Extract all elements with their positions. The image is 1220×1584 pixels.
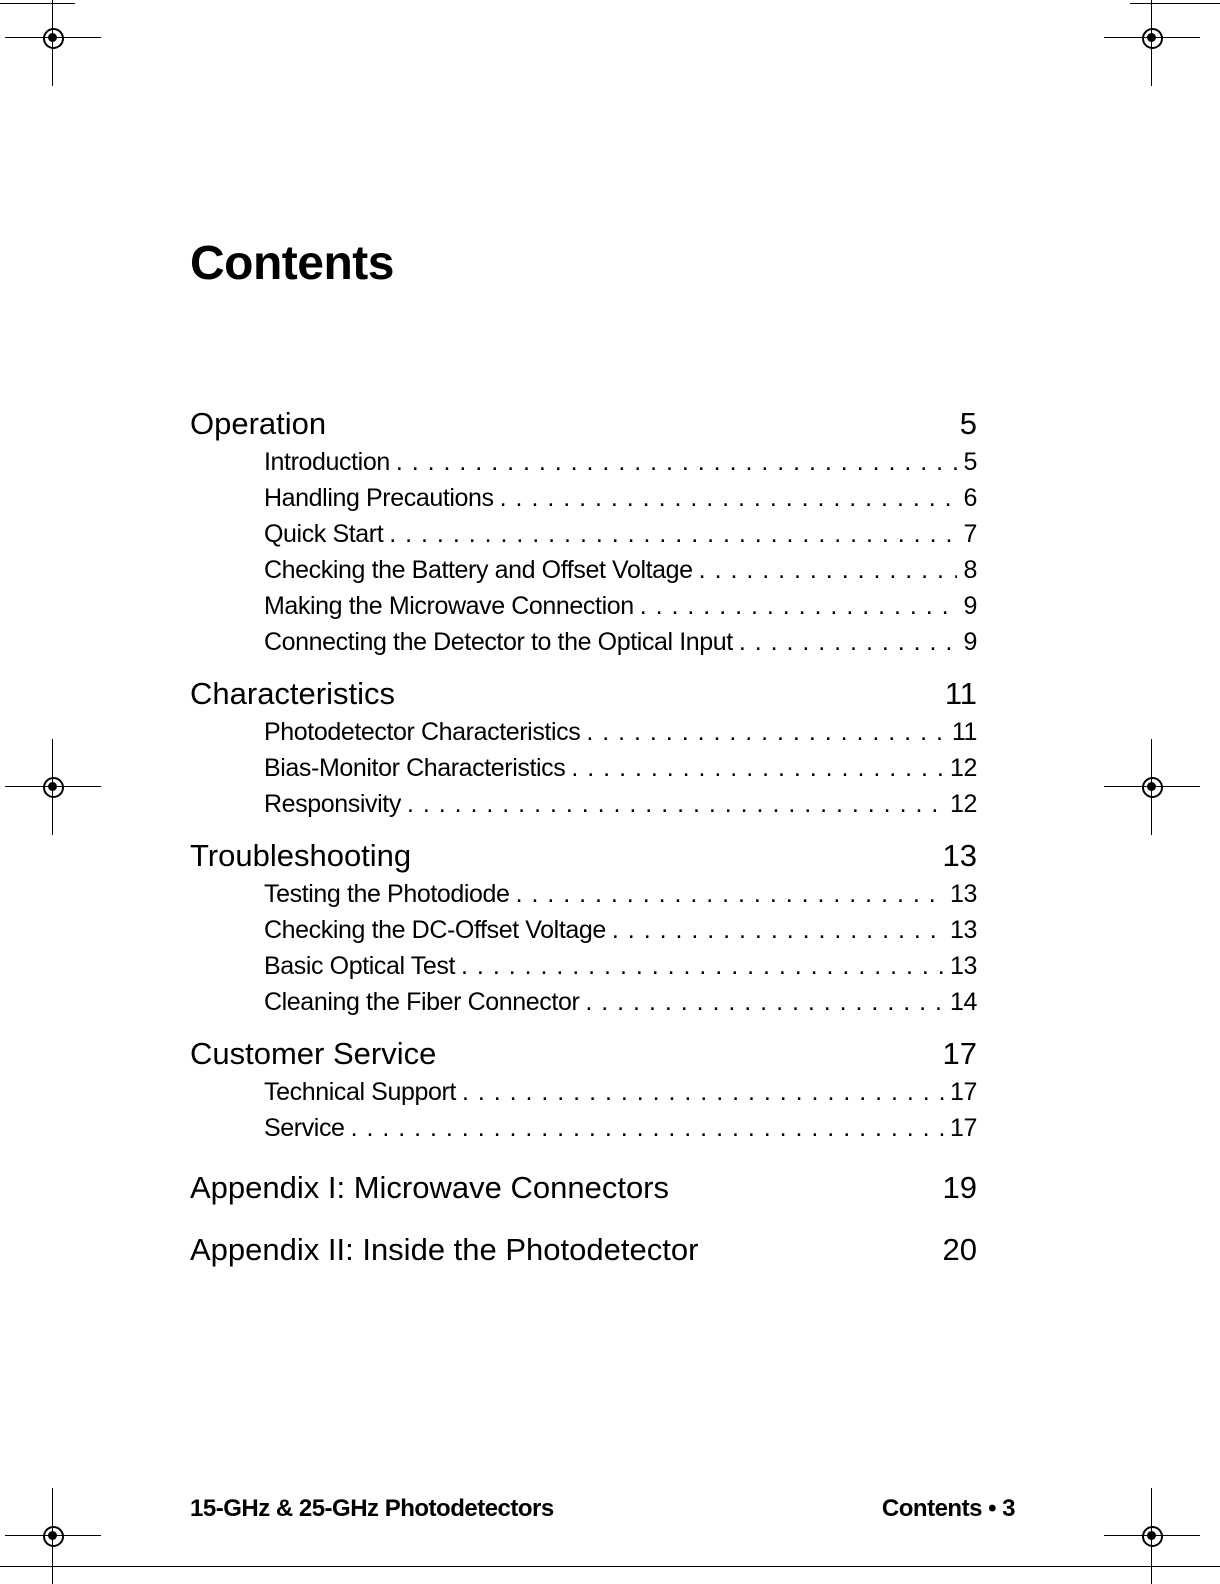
toc-section-page: 19 xyxy=(942,1170,977,1205)
toc-entry-page: 11 xyxy=(951,718,977,746)
toc-dot-leader xyxy=(461,948,944,984)
toc-entry[interactable] xyxy=(264,912,977,948)
toc-dot-leader xyxy=(612,912,944,948)
footer-page-label: Contents • 3 xyxy=(881,1495,1015,1522)
toc-entry[interactable] xyxy=(264,1110,977,1146)
toc-entry-page: 8 xyxy=(963,556,977,584)
toc-section-title: Customer Service xyxy=(190,1036,437,1071)
toc-entry-label: Checking the Battery and Offset Voltage xyxy=(264,556,693,584)
toc-entry-label: Photodetector Characteristics xyxy=(264,718,581,746)
toc-dot-leader xyxy=(516,876,944,912)
toc-entry-label: Checking the DC-Offset Voltage xyxy=(264,916,606,944)
toc-entry[interactable] xyxy=(264,1074,977,1110)
toc-section-title: Characteristics xyxy=(190,676,395,711)
toc-dot-leader xyxy=(585,984,944,1020)
toc-section-page: 11 xyxy=(944,676,977,711)
toc-section xyxy=(190,1034,977,1146)
toc-entry[interactable] xyxy=(264,750,977,786)
toc-dot-leader xyxy=(571,750,944,786)
toc-entry[interactable] xyxy=(264,480,977,516)
toc-section-page: 5 xyxy=(959,406,977,441)
toc-entry-label: Quick Start xyxy=(264,520,384,548)
toc-entry-label: Handling Precautions xyxy=(264,484,494,512)
toc-section-heading[interactable] xyxy=(190,1168,977,1208)
toc-dot-leader xyxy=(407,786,944,822)
toc-entry-label: Testing the Photodiode xyxy=(264,880,510,908)
toc-entry-label: Responsivity xyxy=(264,790,401,818)
toc-section-title: Troubleshooting xyxy=(190,838,412,873)
footer-document-title: 15-GHz & 25-GHz Photodetectors xyxy=(190,1495,554,1522)
toc-section-page: 13 xyxy=(942,838,977,873)
toc-entry-label: Technical Support xyxy=(264,1078,456,1106)
toc-entry[interactable] xyxy=(264,786,977,822)
toc-entry[interactable] xyxy=(264,876,977,912)
toc-section-page: 17 xyxy=(942,1036,977,1071)
toc-section xyxy=(190,1168,977,1208)
toc-entry[interactable] xyxy=(264,588,977,624)
toc-section-page: 20 xyxy=(942,1232,977,1267)
toc-dot-leader xyxy=(462,1074,944,1110)
toc-entry-page: 13 xyxy=(949,952,977,980)
toc-section-heading[interactable] xyxy=(190,674,977,714)
toc-dot-leader xyxy=(586,714,946,750)
toc-entry[interactable] xyxy=(264,948,977,984)
toc-section-heading[interactable] xyxy=(190,404,977,444)
toc-entry-label: Making the Microwave Connection xyxy=(264,592,634,620)
toc-entry-page: 9 xyxy=(963,592,977,620)
table-of-contents xyxy=(190,404,977,1270)
toc-entry-page: 5 xyxy=(963,448,977,476)
toc-section-title: Appendix II: Inside the Photodetector xyxy=(190,1232,699,1267)
toc-entry-label: Bias-Monitor Characteristics xyxy=(264,754,566,782)
toc-dot-leader xyxy=(396,444,958,480)
toc-entry-page: 13 xyxy=(949,880,977,908)
toc-entry[interactable] xyxy=(264,552,977,588)
toc-dot-leader xyxy=(640,588,958,624)
toc-entry-page: 9 xyxy=(963,628,977,656)
toc-section-heading[interactable] xyxy=(190,1230,977,1270)
toc-section xyxy=(190,404,977,660)
toc-entry[interactable] xyxy=(264,516,977,552)
toc-entry-label: Basic Optical Test xyxy=(264,952,456,980)
toc-section xyxy=(190,836,977,1020)
crop-line-bottom xyxy=(0,1566,1220,1567)
page-title: Contents xyxy=(190,237,394,290)
toc-entry[interactable] xyxy=(264,444,977,480)
toc-section xyxy=(190,674,977,822)
toc-entry-page: 14 xyxy=(949,988,977,1016)
toc-entry-page: 7 xyxy=(963,520,977,548)
toc-entry-label: Connecting the Detector to the Optical Input xyxy=(264,628,733,656)
toc-section-title: Appendix I: Microwave Connectors xyxy=(190,1170,670,1205)
toc-entry-label: Service xyxy=(264,1114,345,1142)
toc-entry[interactable] xyxy=(264,714,977,750)
toc-entry-page: 17 xyxy=(949,1078,977,1106)
toc-dot-leader xyxy=(351,1110,944,1146)
toc-dot-leader xyxy=(699,552,958,588)
toc-entry-page: 17 xyxy=(949,1114,977,1142)
crop-line-top-left xyxy=(0,3,75,4)
toc-entry-page: 12 xyxy=(949,790,977,818)
toc-section xyxy=(190,1230,977,1270)
toc-entry-label: Introduction xyxy=(264,448,390,476)
toc-entry[interactable] xyxy=(264,984,977,1020)
toc-entry-label: Cleaning the Fiber Connector xyxy=(264,988,580,1016)
toc-dot-leader xyxy=(389,516,957,552)
toc-section-heading[interactable] xyxy=(190,836,977,876)
toc-entry-page: 12 xyxy=(949,754,977,782)
toc-entry-page: 6 xyxy=(963,484,977,512)
toc-section-heading[interactable] xyxy=(190,1034,977,1074)
crop-line-top-right xyxy=(1130,3,1220,4)
toc-entry[interactable] xyxy=(264,624,977,660)
toc-section-title: Operation xyxy=(190,406,327,441)
toc-entry-page: 13 xyxy=(949,916,977,944)
toc-dot-leader xyxy=(500,480,958,516)
toc-dot-leader xyxy=(739,624,958,660)
